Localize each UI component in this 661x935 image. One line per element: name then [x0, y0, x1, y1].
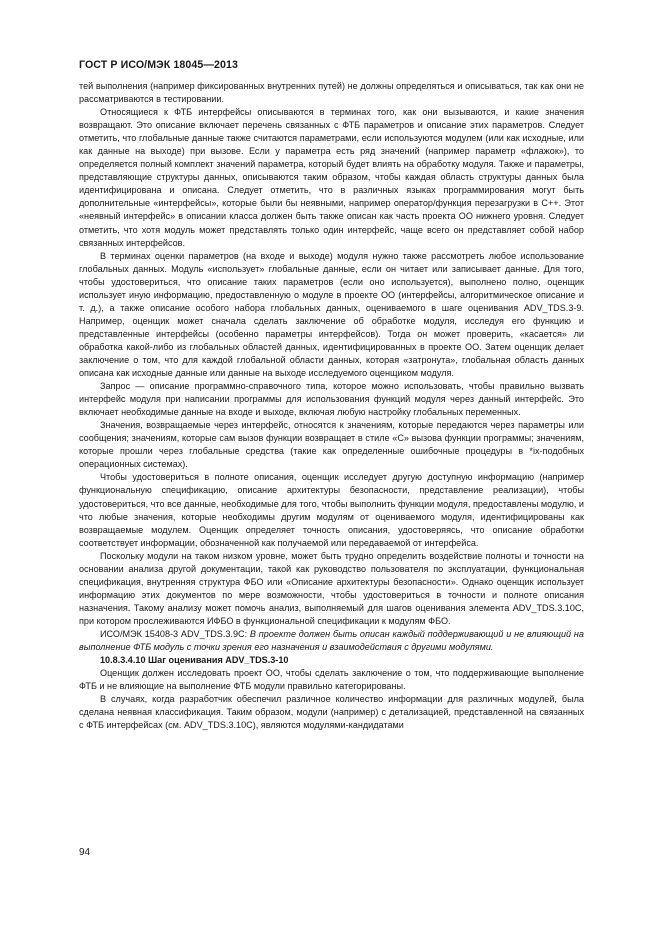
paragraph-interfaces: Относящиеся к ФТБ интерфейсы описываются в терминах того, как они вызываются, и какие значения возвращают. Это описание включает перечень связанных с ФТБ параметров и описание этих параметров. Следует отметить, что глобальные данные также считаются параметрами, если используются модулем (или как исходные, или как данные на выходе) при вызове. Если у параметра есть ряд значений (например параметр «флажок»), то определяется полный комплект значений параметра, который будет влиять на обработку модуля. Также и параметры, представляющие структуры данных, описываются таким образом, чтобы каждая область структуры данных была идентифицирована и описана. Следует отметить, что в различных языках программирования могут быть дополнительные «интерфейсы», которые были бы неявными, например оператор/функция перезагрузки в C++. Этот «неявный интерфейс» в описании класса должен быть также описан как часть проекта ОО нижнего уровня. Следует отметить, что хотя модуль может представлять только один интерфейс, чаще всего он представляет собой набор связанных интерфейсов.: [79, 107, 584, 248]
section-heading: 10.8.3.4.10 Шаг оценивания ADV_TDS.3-10: [100, 655, 289, 666]
page-header: ГОСТ Р ИСО/МЭК 18045—2013: [79, 59, 238, 71]
page-number: 94: [79, 847, 91, 858]
paragraph-evaluator-task: Оценщик должен исследовать проект ОО, чтобы сделать заключение о том, что поддерживающие выполнение ФТБ и не влияющие на выполнение ФТБ модули правильно категорированы.: [79, 668, 584, 692]
page-body: [79, 80, 584, 732]
paragraph-classification: В случаях, когда разработчик обеспечил различное количество информации для различных модулей, была сделана неявная классификация. Таким образом, модули (например) с детализацией, представленной на связанных с ФТБ интерфейсах (см. ADV_TDS.3.10C), являются модулями-кандидатами: [79, 694, 584, 731]
paragraph-completeness: Чтобы удостовериться в полноте описания, оценщик исследует другую доступную информацию (например функциональную спецификацию, описание архитектуры безопасности, представление реализации), чтобы удостовериться, что все данные, необходимые для того, чтобы выполнить функции модуля, предоставлены модулю, и что любые значения, которые необходимы другим модулям от оцениваемого модуля, идентифицированы как возвращаемые модулем. Оценщик определяет точность описания, удостоверяясь, что описание обработки соответствует информации, обозначенной как получаемой или передаваемой от интерфейса.: [79, 472, 584, 548]
paragraph-low-level-modules: Поскольку модули на таком низком уровне, может быть трудно определить воздействие полноты и точности на основании анализа другой документации, такой как руководство пользователя по эксплуатации, функциональная спецификация, внутренняя структура ФБО или «Описание архитектуры безопасности». Однако оценщик использует информацию этих документов по мере возможности, чтобы удостовериться в точности и полноте описания назначения. Такому анализу может помочь анализ, выполняемый для шагов оценивания элемента ADV_TDS.3.10C, при котором прослеживаются ИФБО в функциональной спецификации к модулям ФБО.: [79, 550, 584, 626]
paragraph-return-values: Значения, возвращаемые через интерфейс, относятся к значениям, которые передаются через параметры или сообщения; значениям, которые сам вызов функции возвращает в стиле «С» вызова функции программы; значениям, которые прошли через глобальные средства (такие как определенные ошибочные процедуры в *ix-подобных операционных системах).: [79, 420, 584, 470]
iso-reference-prefix: ИСО/МЭК 15408-3 ADV_TDS.3.9C:: [100, 628, 250, 639]
paragraph-request: Запрос — описание программно-справочного типа, которое можно использовать, чтобы правильно вызвать интерфейс модуля при написании программы для использования функций модуля через данный интерфейс. Это включает необходимые данные на входе и выходе, включая любую настройку глобальных переменных.: [79, 381, 584, 418]
paragraph-global-data: В терминах оценки параметров (на входе и выходе) модуля нужно также рассмотреть любое использование глобальных данных. Модуль «использует» глобальные данные, если он читает или записывает данные. Для того, чтобы удостовериться, что описание таких параметров (если оно используется), выполнено полно, оценщик использует иную информацию, предоставленную о модуле в проекте ОО (интерфейсы, алгоритмическое описание и т. д.), а также описание особого набора глобальных данных, оцениваемого в шаге оценивания ADV_TDS.3-9. Например, оценщик может сначала сделать заключение об обработке модуля, исследуя его функцию и представленные интерфейсы (особенно параметры интерфейсов). Тогда он может проверить, «касается» ли обработка какой-либо из глобальных областей данных, идентифицированных в проекте ОО. Затем оценщик делает заключение о том, что для каждой глобальной области данных, которая «затронута», глобальная область данных описана как исходные данные или данные на выходе исследуемого оценщиком модуля.: [79, 250, 584, 379]
paragraph-continuation: тей выполнения (например фиксированных внутренних путей) не должны определяться и описываться, так как они не рассматриваются в тестировании.: [79, 81, 584, 105]
iso-reference-text: В проекте должен быть описан каждый поддерживающий и не влияющий на выполнение ФТБ модуль с точки зрения его назначения и взаимодействия с другими модулями.: [79, 628, 584, 653]
paragraph-iso-reference: [79, 628, 584, 654]
